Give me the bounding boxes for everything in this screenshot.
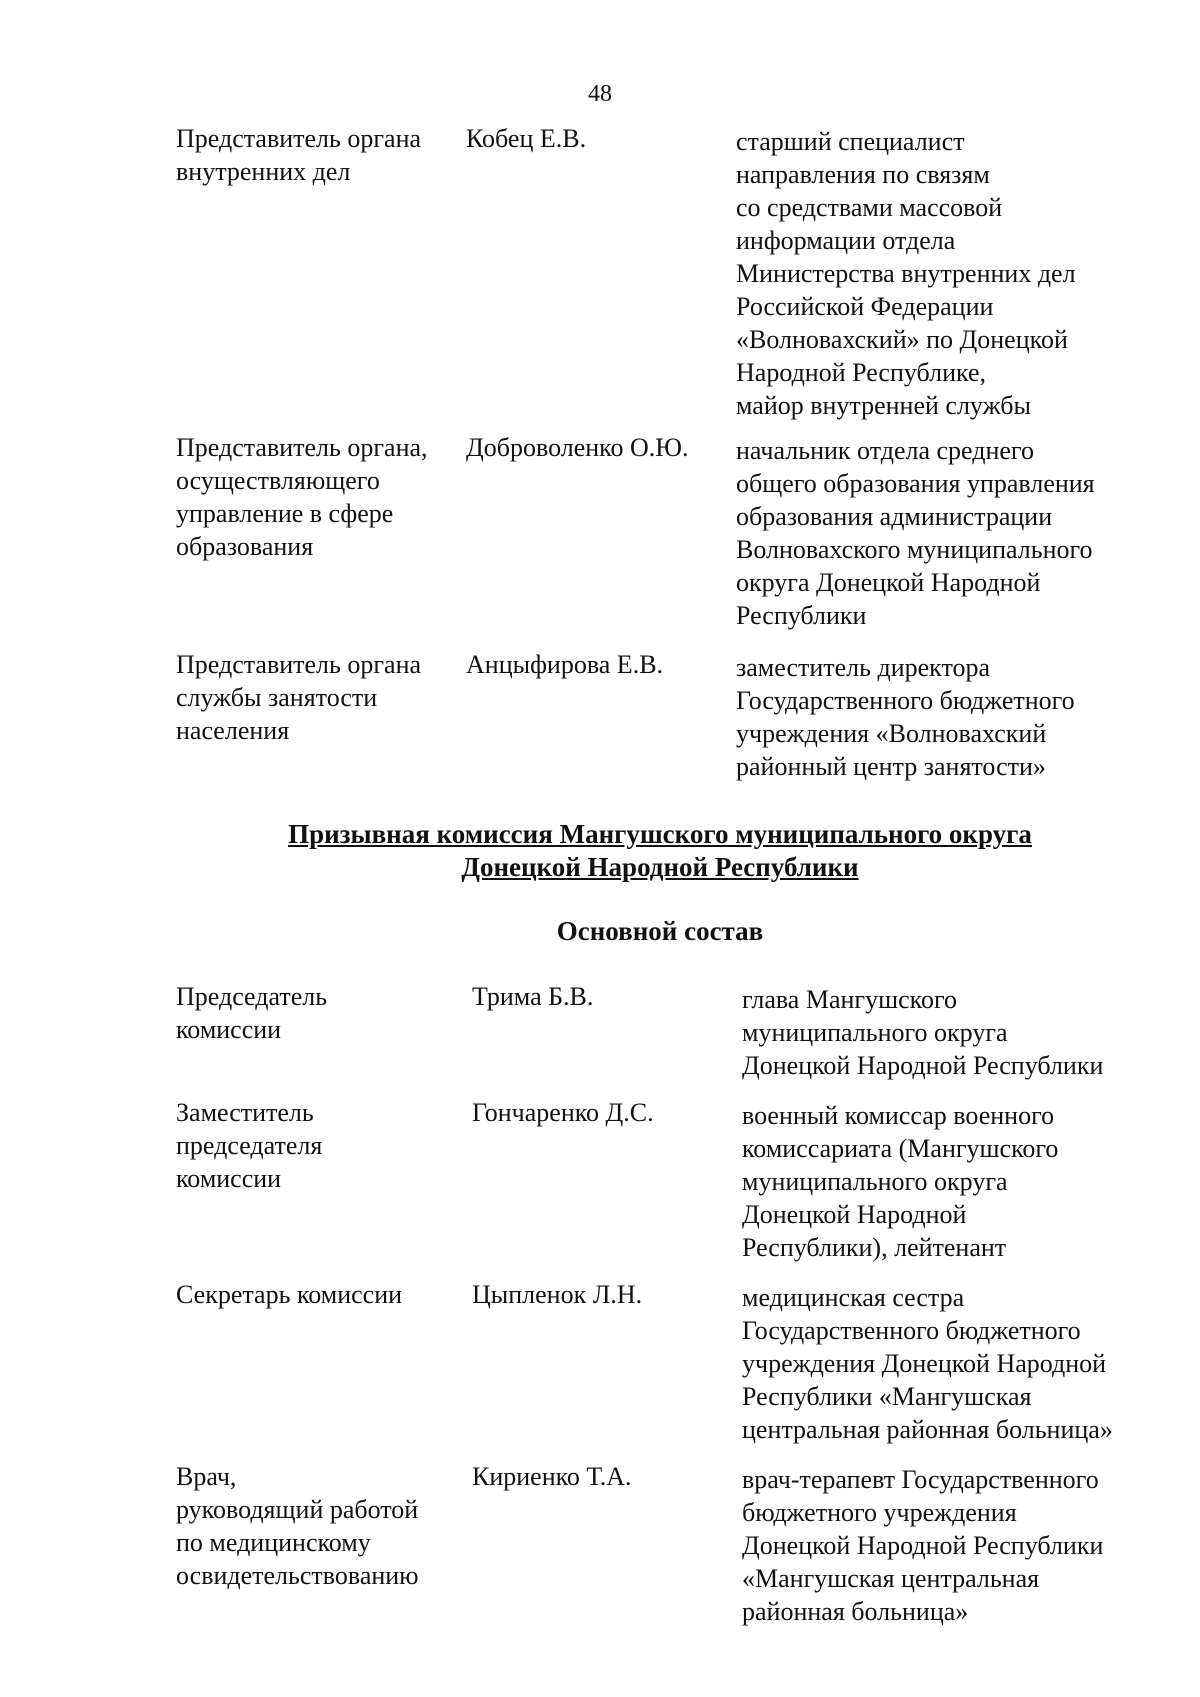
member-position: начальник отдела среднего общего образования управления образования администрации Волновахского муниципального округа Донецкой Народной Республики (736, 436, 1095, 630)
member-role: Председатель комиссии (176, 982, 328, 1044)
member-name: Гончаренко Д.С. (472, 1098, 654, 1127)
member-position: глава Мангушского муниципального округа Донецкой Народной Республики (742, 985, 1104, 1080)
member-role: Представитель органа службы занятости населения (176, 650, 422, 745)
member-position: старший специалист направления по связям со средствами массовой информации отдела Министерства внутренних дел Российской Федерации «Волновахский» по Донецкой Народной Республике, майор внутренней службы (736, 127, 1076, 420)
commission-title-text: Призывная комиссия Мангушского муниципального округа Донецкой Народной Республики (288, 819, 1032, 882)
composition-title: Основной состав (556, 916, 764, 946)
member-role: Врач, руководящий работой по медицинскому освидетельствованию (176, 1462, 419, 1590)
member-name: Цыпленок Л.Н. (472, 1280, 643, 1309)
page-number: 48 (588, 81, 612, 107)
member-position: врач-терапевт Государственного бюджетного учреждения Донецкой Народной Республики «Мангушская центральная районная больница» (742, 1465, 1104, 1626)
commission-title (0, 818, 1200, 884)
member-role: Заместитель председателя комиссии (176, 1098, 323, 1193)
member-name: Трима Б.В. (472, 982, 594, 1011)
member-position: медицинская сестра Государственного бюджетного учреждения Донецкой Народной Республики «Мангушская центральная районная больница» (742, 1283, 1113, 1444)
member-name: Анцыфирова Е.В. (466, 650, 664, 679)
member-position: заместитель директора Государственного бюджетного учреждения «Волновахский районный центр занятости» (736, 653, 1075, 781)
member-name: Кобец Е.В. (466, 124, 587, 153)
member-role: Секретарь комиссии (176, 1280, 403, 1309)
member-role: Представитель органа, осуществляющего управление в сфере образования (176, 433, 428, 561)
member-position: военный комиссар военного комиссариата (Мангушского муниципального округа Донецкой Народной Республики), лейтенант (742, 1101, 1059, 1262)
members-table-previous (176, 122, 1156, 783)
member-role: Представитель органа внутренних дел (176, 124, 422, 186)
member-name: Кириенко Т.А. (472, 1462, 632, 1491)
members-table-mangush (176, 980, 1162, 1628)
member-name: Доброволенко О.Ю. (466, 433, 689, 462)
